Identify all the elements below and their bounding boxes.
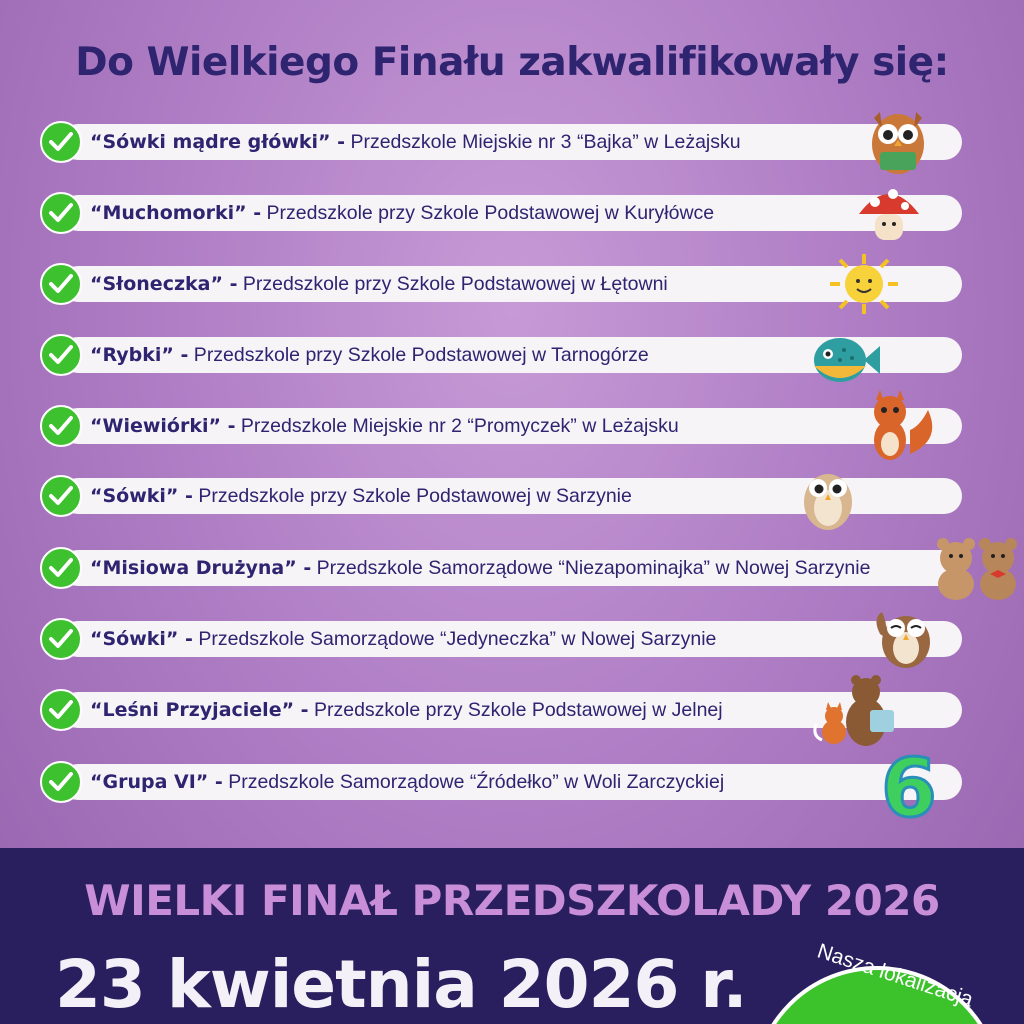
school-name: Przedszkole przy Szkole Podstawowej w Jelnej xyxy=(308,699,723,721)
group-name: “Misiowa Drużyna” - xyxy=(90,557,312,579)
list-item-text xyxy=(90,273,668,296)
school-name: Przedszkole przy Szkole Podstawowej w Łętowni xyxy=(237,273,668,295)
list-item-text xyxy=(90,131,741,154)
page-title: Do Wielkiego Finału zakwalifikowały się: xyxy=(75,40,949,85)
group-name: “Sówki mądre główki” - xyxy=(90,131,346,153)
school-name: Przedszkole Miejskie nr 3 “Bajka” w Leżajsku xyxy=(345,131,741,153)
checkmark-icon xyxy=(40,334,82,376)
school-name: Przedszkole Samorządowe “Niezapominajka” w Nowej Sarzynie xyxy=(311,557,871,579)
mushroom-icon xyxy=(855,182,923,244)
list-item-text xyxy=(90,557,870,580)
group-name: “Muchomorki” - xyxy=(90,202,262,224)
group-name: “Słoneczka” - xyxy=(90,273,238,295)
school-name: Przedszkole przy Szkole Podstawowej w Tarnogórze xyxy=(188,344,649,366)
list-item-text xyxy=(90,415,679,438)
group-name: “Rybki” - xyxy=(90,344,189,366)
list-item-text xyxy=(90,771,724,794)
school-name: Przedszkole Samorządowe “Źródełko” w Woli Zarczyckiej xyxy=(222,771,725,793)
group-name: “Wiewiórki” - xyxy=(90,415,236,437)
school-name: Przedszkole przy Szkole Podstawowej w Kuryłówce xyxy=(261,202,715,224)
owl-reading-icon xyxy=(866,104,930,176)
sun-icon xyxy=(828,252,900,316)
list-item xyxy=(40,762,962,802)
location-badge-label: Nasza lokalizacja xyxy=(814,939,976,1012)
final-date: 23 kwietnia 2026 r. xyxy=(55,946,747,1023)
group-name: “Sówki” - xyxy=(90,628,193,650)
teddy-bears-icon xyxy=(930,534,1024,602)
school-name: Przedszkole Samorządowe “Jedyneczka” w Nowej Sarzynie xyxy=(192,628,717,650)
svg-text:6: 6 xyxy=(881,746,937,828)
footer-banner xyxy=(0,848,1024,1024)
checkmark-icon xyxy=(40,618,82,660)
number-six-icon xyxy=(878,746,940,828)
list-item xyxy=(40,193,962,233)
checkmark-icon xyxy=(40,405,82,447)
list-item-text xyxy=(90,344,649,367)
checkmark-icon xyxy=(40,192,82,234)
group-name: “Leśni Przyjaciele” - xyxy=(90,699,309,721)
group-name: “Sówki” - xyxy=(90,485,193,507)
list-item xyxy=(40,122,962,162)
checkmark-icon xyxy=(40,761,82,803)
list-item xyxy=(40,264,962,304)
bear-fox-icon xyxy=(812,674,898,748)
checkmark-icon xyxy=(40,547,82,589)
owl-waving-icon xyxy=(872,604,938,670)
group-name: “Grupa VI” - xyxy=(90,771,223,793)
list-item xyxy=(40,406,962,446)
school-name: Przedszkole przy Szkole Podstawowej w Sarzynie xyxy=(192,485,632,507)
school-name: Przedszkole Miejskie nr 2 “Promyczek” w Leżajsku xyxy=(235,415,679,437)
checkmark-icon xyxy=(40,475,82,517)
list-item-text xyxy=(90,699,723,722)
checkmark-icon xyxy=(40,121,82,163)
list-item xyxy=(40,548,962,588)
list-item xyxy=(40,619,962,659)
squirrel-icon xyxy=(862,390,938,464)
list-item-text xyxy=(90,628,716,651)
owl-icon xyxy=(800,462,856,532)
list-item-text xyxy=(90,202,714,225)
final-title: WIELKI FINAŁ PRZEDSZKOLADY 2026 xyxy=(84,876,940,925)
checkmark-icon xyxy=(40,689,82,731)
fish-icon xyxy=(810,330,882,388)
checkmark-icon xyxy=(40,263,82,305)
list-item-text xyxy=(90,485,632,508)
